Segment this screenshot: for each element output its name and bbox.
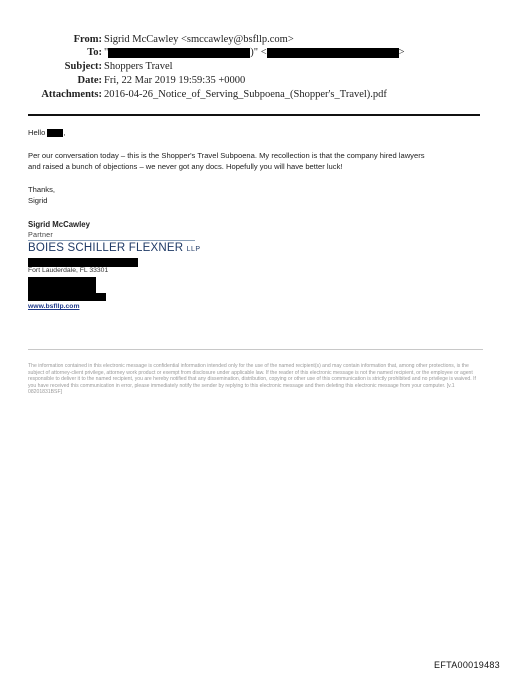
firm-website-link[interactable]: www.bsfllp.com [28,303,80,310]
redaction-block [28,258,138,267]
greeting-comma: , [63,128,66,137]
subject-value: Shoppers Travel [104,61,173,72]
greeting-line [28,127,488,138]
subject-row [0,60,512,74]
date-value: Fri, 22 Mar 2019 19:59:35 +0000 [104,75,246,86]
redaction-block [108,48,250,58]
firm-name [28,242,201,254]
from-value: Sigrid McCawley <smccawley@bsfllp.com> [104,34,294,45]
to-label: To: [87,47,102,58]
redaction-block [47,128,66,137]
paragraph-line: and raised a bunch of objections – we never got any docs. Hopefully you will have better luck! [28,162,343,171]
redaction-block [267,48,399,58]
attachments-row [0,88,512,102]
date-label: Date: [77,75,102,86]
signature-name: Sigrid McCawley [28,220,90,229]
attachments-label: Attachments: [41,89,102,100]
date-row [0,74,512,88]
to-value [104,46,405,60]
header-divider [28,114,480,116]
firm-address: Fort Lauderdale, FL 33301 [28,267,109,274]
redaction-block [28,285,96,293]
redaction-block [28,277,96,285]
firm-name-text: BOIES SCHILLER FLEXNER [28,242,184,254]
from-row [0,33,512,47]
subject-label: Subject: [64,61,102,72]
signature-title: Partner [28,230,53,239]
greeting-text: Hello [28,128,46,137]
document-id: EFTA00019483 [434,660,500,670]
from-label: From: [73,34,102,45]
to-prefix: " [104,47,109,58]
closing-name: Sigrid [28,196,48,205]
to-row [0,46,512,60]
closing-text: Thanks, [28,185,56,194]
confidentiality-disclaimer: The information contained in this electronic message is confidential information intended only for the use of the named recipient(s) and may contain information that, among other protections, is the subject of attorney-client privilege, attorney work product or exempt from disclosure under applicable law. If the reader of this electronic message is not the named recipient, or the employee or agent responsible to deliver it to the named recipient, you are hereby notified that any dissemination, distribution, copying or other use of this communication is strictly prohibited and no privilege is waived. If you have received this communication in error, please immediately notify the sender by replying to this electronic message and then deleting this electronic message from your computer. [v.1 08201831BSF] [28,363,476,396]
attachments-value[interactable]: 2016-04-26_Notice_of_Serving_Subpoena_(Shopper's_Travel).pdf [104,89,387,100]
paragraph-line: Per our conversation today – this is the Shopper's Travel Subpoena. My recollection is that the company hired lawyers [28,151,425,160]
redaction-block [28,293,106,301]
closing-block [28,184,488,206]
message-paragraph [28,150,488,172]
firm-suffix: LLP [186,246,201,253]
to-mid: )" < [250,47,267,58]
to-suffix: > [398,47,405,58]
disclaimer-divider [28,349,483,350]
signature-divider [28,240,195,241]
